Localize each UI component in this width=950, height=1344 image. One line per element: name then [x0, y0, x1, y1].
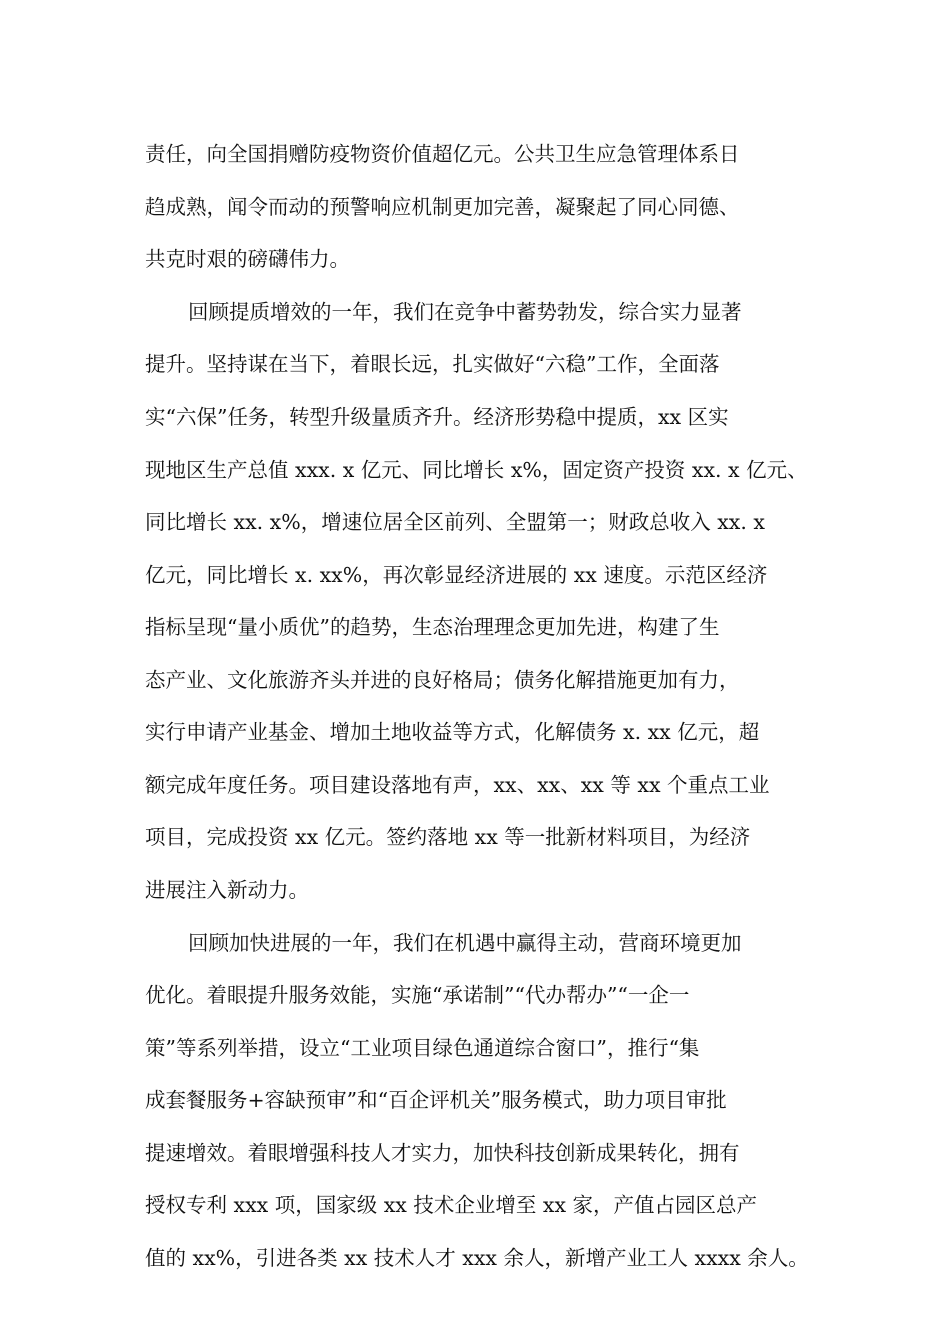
- text-line-12: 实行申请产业基金、增加土地收益等方式，化解债务 x. xx 亿元，超: [145, 720, 760, 744]
- text-line-6: 实“六保”任务，转型升级量质齐升。经济形势稳中提质，xx 区实: [145, 405, 729, 429]
- text-line-3: 共克时艰的磅礴伟力。: [145, 247, 350, 271]
- text-line-15: 进展注入新动力。: [145, 878, 309, 902]
- text-line-14: 项目，完成投资 xx 亿元。签约落地 xx 等一批新材料项目，为经济: [145, 825, 751, 849]
- text-line-11: 态产业、文化旅游齐头并进的良好格局；债务化解措施更加有力，: [145, 668, 740, 692]
- text-line-13: 额完成年度任务。项目建设落地有声，xx、xx、xx 等 xx 个重点工业: [145, 773, 770, 797]
- text-line-1: 责任，向全国捐赠防疫物资价值超亿元。公共卫生应急管理体系日: [145, 142, 740, 166]
- text-line-9: 亿元，同比增长 x. xx%，再次彰显经济进展的 xx 速度。示范区经济: [145, 563, 768, 587]
- text-line-8: 同比增长 xx. x%，增速位居全区前列、全盟第一；财政总收入 xx. x: [145, 510, 765, 534]
- text-line-10: 指标呈现“量小质优”的趋势，生态治理理念更加先进，构建了生: [145, 615, 720, 639]
- text-line-19: 成套餐服务+容缺预审”和“百企评机关”服务模式，助力项目审批: [145, 1088, 727, 1112]
- paragraph-3-first-line: 回顾加快进展的一年，我们在机遇中赢得主动，营商环境更加: [188, 931, 742, 955]
- text-line-2: 趋成熟，闻令而动的预警响应机制更加完善，凝聚起了同心同德、: [145, 195, 740, 219]
- text-line-7: 现地区生产总值 xxx. x 亿元、同比增长 x%，固定资产投资 xx. x 亿元、: [145, 458, 808, 482]
- text-line-20: 提速增效。着眼增强科技人才实力，加快科技创新成果转化，拥有: [145, 1141, 740, 1165]
- text-line-17: 优化。着眼提升服务效能，实施“承诺制”“代办帮办”“一企一: [145, 983, 690, 1007]
- text-line-22: 值的 xx%，引进各类 xx 技术人才 xxx 余人，新增产业工人 xxxx 余人。: [145, 1246, 809, 1270]
- text-line-18: 策”等系列举措，设立“工业项目绿色通道综合窗口”，推行“集: [145, 1036, 700, 1060]
- paragraph-2-first-line: 回顾提质增效的一年，我们在竞争中蓄势勃发，综合实力显著: [188, 300, 742, 324]
- text-line-5: 提升。坚持谋在当下，着眼长远，扎实做好“六稳”工作，全面落: [145, 352, 720, 376]
- text-line-21: 授权专利 xxx 项，国家级 xx 技术企业增至 xx 家，产值占园区总产: [145, 1193, 758, 1217]
